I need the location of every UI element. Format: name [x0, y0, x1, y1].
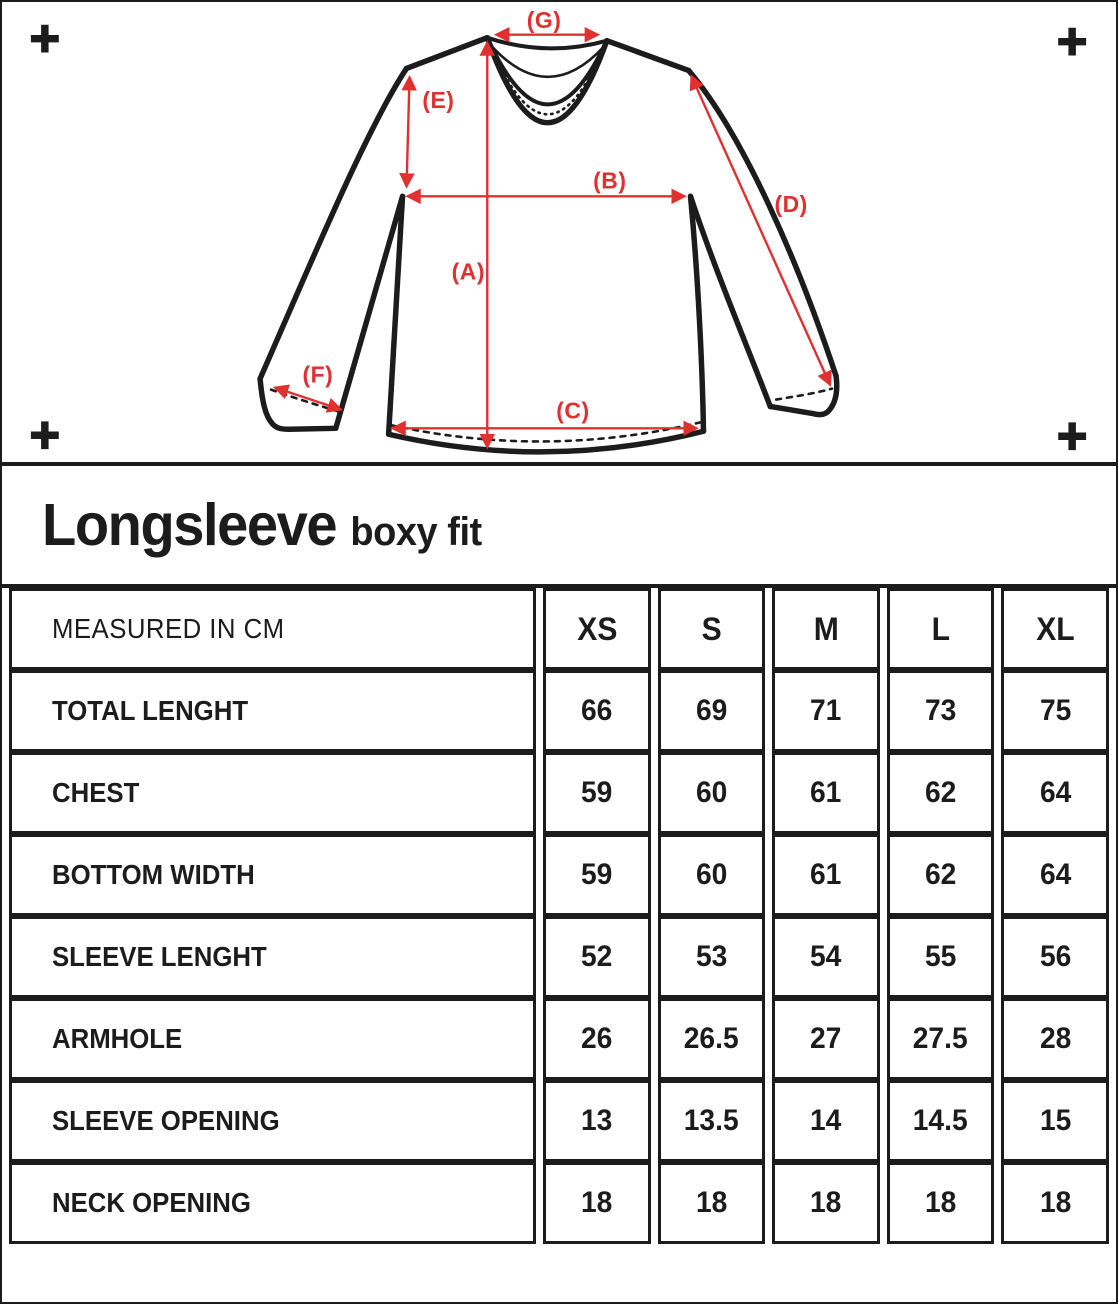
- size-header-row: [9, 588, 1109, 670]
- measurement-name: SLEEVE LENGHT: [52, 941, 267, 972]
- measurement-value-cell: [543, 998, 651, 1080]
- measurement-value-cell: [658, 1080, 766, 1162]
- measurement-value: 60: [695, 776, 728, 809]
- measurement-value-cell: [1001, 1162, 1109, 1244]
- size-header-cell: [772, 588, 880, 670]
- label-E: (E): [422, 87, 455, 114]
- measurement-value: 14: [810, 1104, 842, 1137]
- measurement-value: 62: [924, 776, 957, 809]
- measurement-value-cell: [1001, 1080, 1109, 1162]
- measurement-name: CHEST: [52, 777, 140, 808]
- measurement-value: 26.5: [684, 1022, 739, 1055]
- measurement-name-cell: [9, 998, 536, 1080]
- measurement-value: 27.5: [913, 1022, 969, 1055]
- measurement-value-cell: [543, 834, 651, 916]
- measurement-value-cell: [658, 916, 766, 998]
- measurement-value: 61: [810, 858, 842, 891]
- table-row: [9, 1162, 1109, 1244]
- measurement-value: 18: [581, 1186, 613, 1219]
- measurement-value-cell: [1001, 834, 1109, 916]
- measurement-name-cell: [9, 834, 536, 916]
- size-header-label: S: [701, 610, 722, 647]
- size-header-cell: [658, 588, 766, 670]
- measurement-arrows: [275, 35, 830, 447]
- measured-in-label: MEASURED IN CM: [52, 613, 285, 644]
- measurement-value: 73: [924, 694, 957, 727]
- measurement-value-cell: [1001, 752, 1109, 834]
- measurement-name-cell: [9, 752, 536, 834]
- measurement-value: 18: [924, 1186, 957, 1219]
- measurement-value-cell: [1001, 916, 1109, 998]
- measurement-value-cell: [543, 1080, 651, 1162]
- measurement-name-cell: [9, 1080, 536, 1162]
- measurement-value-cell: [543, 752, 651, 834]
- measurement-value: 18: [810, 1186, 842, 1219]
- label-F: (F): [302, 361, 334, 388]
- measurement-value-cell: [887, 998, 995, 1080]
- measurement-value-cell: [772, 670, 880, 752]
- measurement-value: 59: [581, 858, 613, 891]
- measurement-value: 75: [1039, 694, 1071, 727]
- size-header-label: XS: [576, 610, 618, 647]
- measurement-value-cell: [543, 670, 651, 752]
- table-row: [9, 998, 1109, 1080]
- measurement-value-cell: [658, 670, 766, 752]
- size-header-label: M: [813, 610, 839, 647]
- size-header-label: L: [931, 610, 950, 647]
- measurement-value: 18: [695, 1186, 728, 1219]
- measurement-value-cell: [772, 834, 880, 916]
- measurement-value-cell: [772, 916, 880, 998]
- measurement-value-cell: [543, 916, 651, 998]
- measurement-value-cell: [887, 752, 995, 834]
- measurement-value: 53: [695, 940, 728, 973]
- label-D: (D): [774, 191, 808, 218]
- measurement-value: 52: [581, 940, 613, 973]
- measurement-value-cell: [772, 1162, 880, 1244]
- measurement-value: 64: [1039, 776, 1071, 809]
- measurement-value: 71: [810, 694, 842, 727]
- measurement-value-cell: [772, 998, 880, 1080]
- measurement-value: 55: [924, 940, 957, 973]
- registration-mark-icon: [31, 25, 1086, 450]
- table-row: [9, 752, 1109, 834]
- measurement-value-cell: [887, 1162, 995, 1244]
- label-G: (G): [526, 6, 562, 33]
- label-C: (C): [556, 397, 590, 424]
- measurement-value: 28: [1039, 1022, 1071, 1055]
- measured-in-cell: [9, 588, 536, 670]
- title-band: [2, 466, 1116, 588]
- measurement-value-cell: [658, 752, 766, 834]
- measurement-value: 64: [1039, 858, 1071, 891]
- measurement-value: 13.5: [684, 1104, 739, 1137]
- label-A: (A): [451, 258, 485, 285]
- measurement-name: SLEEVE OPENING: [52, 1105, 280, 1136]
- measurement-value: 66: [581, 694, 613, 727]
- size-header-cell: [1001, 588, 1109, 670]
- measurement-value: 14.5: [913, 1104, 969, 1137]
- longsleeve-outline: [260, 38, 837, 452]
- measurement-value-cell: [887, 916, 995, 998]
- measurement-value: 13: [581, 1104, 613, 1137]
- measurement-value-cell: [887, 1080, 995, 1162]
- measurement-name: ARMHOLE: [52, 1023, 183, 1054]
- measurement-name: TOTAL LENGHT: [52, 695, 249, 726]
- measurement-value: 54: [810, 940, 842, 973]
- measurement-value: 62: [924, 858, 957, 891]
- measurement-value: 15: [1039, 1104, 1071, 1137]
- measurement-value-cell: [1001, 998, 1109, 1080]
- measurement-value-cell: [887, 834, 995, 916]
- measurement-value: 56: [1039, 940, 1071, 973]
- size-table-body: [9, 588, 1109, 1244]
- size-header-label: XL: [1035, 610, 1075, 647]
- longsleeve-diagram: [2, 2, 1116, 462]
- measurement-value-cell: [1001, 670, 1109, 752]
- measurement-value: 60: [695, 858, 728, 891]
- measurement-value: 61: [810, 776, 842, 809]
- measurement-value-cell: [887, 670, 995, 752]
- table-row: [9, 834, 1109, 916]
- measurement-value-cell: [658, 834, 766, 916]
- measurement-value: 59: [581, 776, 613, 809]
- measurement-name-cell: [9, 1162, 536, 1244]
- measurement-name: NECK OPENING: [52, 1187, 251, 1218]
- measurement-value: 18: [1039, 1186, 1071, 1219]
- measurement-value-cell: [772, 752, 880, 834]
- label-B: (B): [593, 167, 627, 194]
- measurement-value: 69: [695, 694, 728, 727]
- size-table-section: [2, 588, 1116, 1244]
- measurement-value-cell: [543, 1162, 651, 1244]
- table-row: [9, 670, 1109, 752]
- measurement-value-cell: [658, 1162, 766, 1244]
- page-title: Longsleeve: [42, 492, 337, 558]
- size-table: [2, 588, 1116, 1244]
- measurement-name: BOTTOM WIDTH: [52, 859, 255, 890]
- page-subtitle: boxy fit: [350, 510, 482, 554]
- measurement-labels: [302, 7, 807, 424]
- measurement-value-cell: [772, 1080, 880, 1162]
- table-row: [9, 1080, 1109, 1162]
- measurement-value-cell: [658, 998, 766, 1080]
- measurement-value: 27: [810, 1022, 842, 1055]
- measurement-name-cell: [9, 916, 536, 998]
- table-row: [9, 916, 1109, 998]
- measurement-value: 26: [581, 1022, 613, 1055]
- size-header-cell: [543, 588, 651, 670]
- garment-diagram-section: [2, 2, 1116, 466]
- size-header-cell: [887, 588, 995, 670]
- measurement-name-cell: [9, 670, 536, 752]
